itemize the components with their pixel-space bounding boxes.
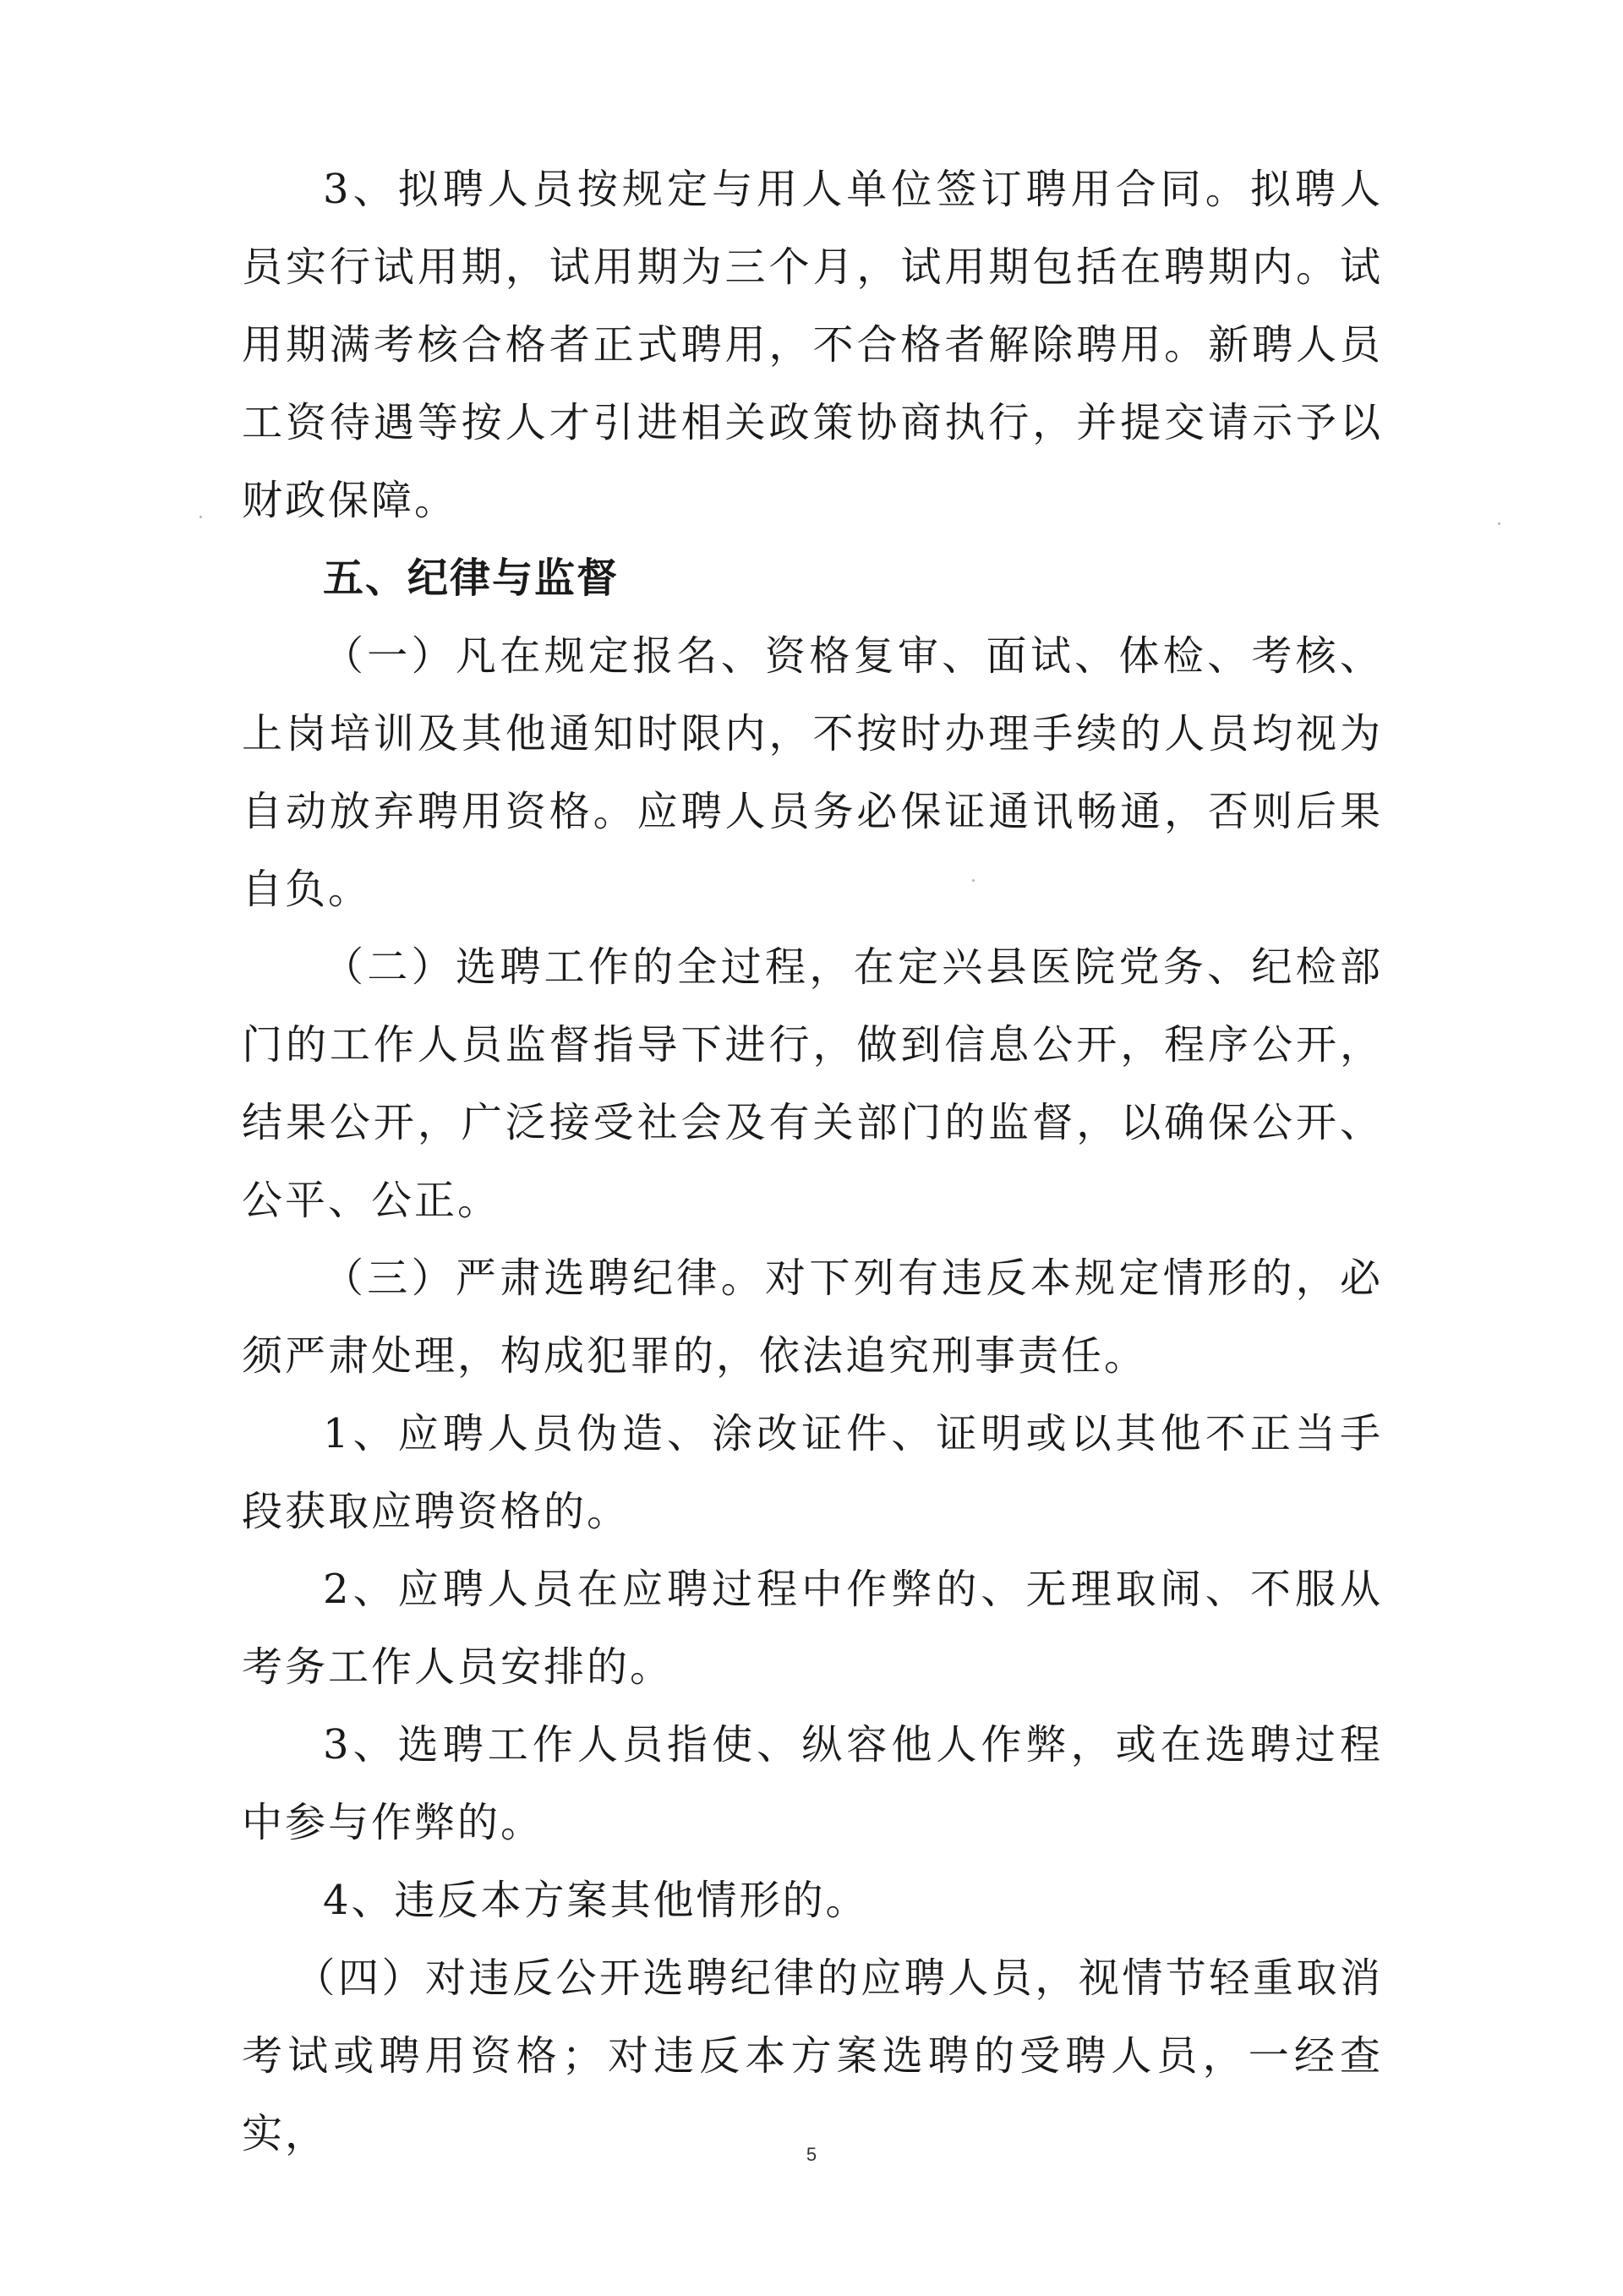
scan-speck <box>199 516 202 518</box>
paragraph-penalties: （四）对违反公开选聘纪律的应聘人员，视情节轻重取消考试或聘用资格；对违反本方案选聘的受聘人员，一经查实， <box>242 1954 1383 2157</box>
page-number: 5 <box>806 2144 817 2165</box>
paragraph-strict-discipline: （三）严肃选聘纪律。对下列有违反本规定情形的，必须严肃处理，构成犯罪的，依法追究刑事责任。 <box>242 1255 1383 1380</box>
list-item-forgery: 1、应聘人员伪造、涂改证件、证明或以其他不正当手段获取应聘资格的。 <box>242 1410 1383 1535</box>
list-item-staff-misconduct: 3、选聘工作人员指使、纵容他人作弊，或在选聘过程中参与作弊的。 <box>242 1721 1383 1846</box>
paragraph-supervision: （二）选聘工作的全过程，在定兴县医院党务、纪检部门的工作人员监督指导下进行，做到信息公开，程序公开，结果公开，广泛接受社会及有关部门的监督，以确保公开、公平、公正。 <box>242 943 1383 1224</box>
scan-speck <box>972 879 975 882</box>
list-item-other: 4、违反本方案其他情形的。 <box>323 1877 869 1924</box>
document-body <box>242 150 1383 2173</box>
section-heading-discipline: 五、纪律与监督 <box>323 555 620 602</box>
paragraph-probation: 3、拟聘人员按规定与用人单位签订聘用合同。拟聘人员实行试用期，试用期为三个月，试用期包括在聘期内。试用期满考核合格者正式聘用，不合格者解除聘用。新聘人员工资待遇等按人才引进相关政策协商执行，并提交请示予以财政保障。 <box>242 166 1383 524</box>
paragraph-deadline: （一）凡在规定报名、资格复审、面试、体检、考核、上岗培训及其他通知时限内，不按时办理手续的人员均视为自动放弃聘用资格。应聘人员务必保证通讯畅通，否则后果自负。 <box>242 632 1383 913</box>
scan-speck <box>1498 522 1500 525</box>
list-item-cheating: 2、应聘人员在应聘过程中作弊的、无理取闹、不服从考务工作人员安排的。 <box>242 1566 1383 1691</box>
